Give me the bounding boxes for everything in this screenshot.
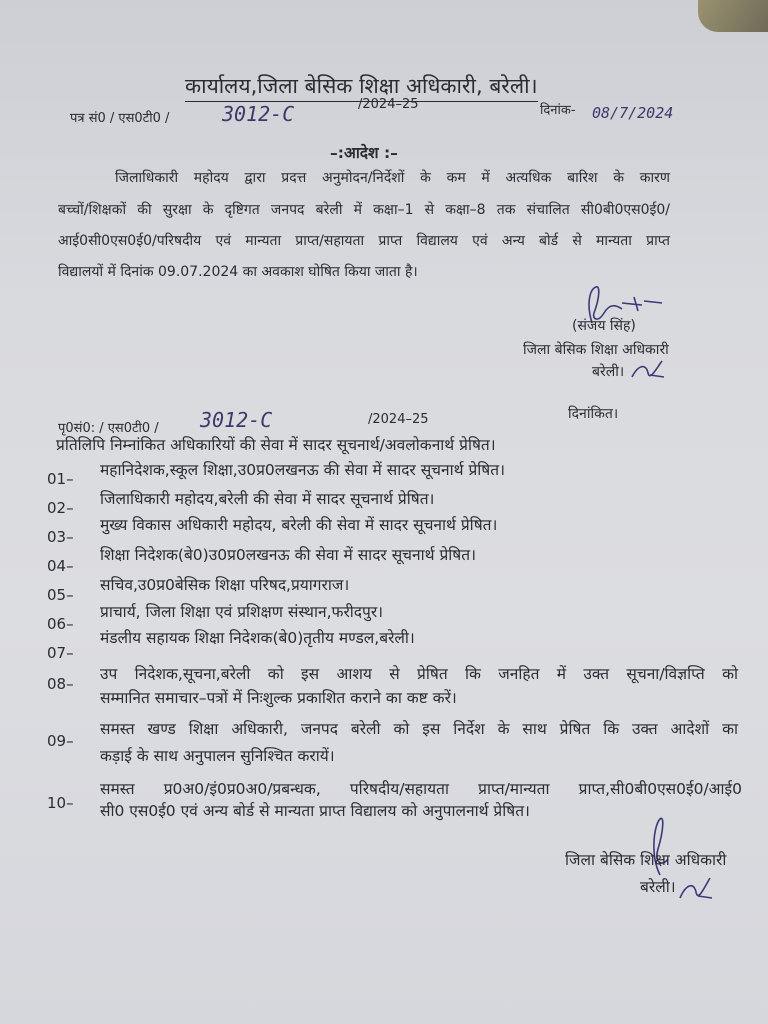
item-number: 09– [47, 732, 74, 750]
item-number: 05– [47, 586, 74, 604]
signatory-name: (संजय सिंह) [572, 318, 636, 334]
signatory-place: बरेली। [592, 364, 625, 380]
copy-ref-handwritten: 3012-C [200, 408, 273, 432]
item-number: 02– [47, 499, 74, 517]
signatory-designation: जिला बेसिक शिक्षा अधिकारी [523, 342, 669, 358]
item-number: 04– [47, 557, 74, 575]
list-item-continued: सी0 एस0ई0 एवं अन्य बोर्ड से मान्यता प्राप्त विद्यालय को अनुपालनार्थ प्रेषित। [100, 802, 530, 820]
list-item: शिक्षा निदेशक(बे0)उ0प्र0लखनऊ की सेवा में सादर सूचनार्थ प्रेषित। [100, 546, 476, 564]
date-handwritten: 08/7/2024 [592, 104, 674, 122]
letter-number-label: पत्र सं0 / एस0टी0 / [70, 111, 170, 126]
initials-mark [676, 872, 716, 911]
date-label: दिनांक- [540, 103, 576, 118]
list-item: मंडलीय सहायक शिक्षा निदेशक(बे0)तृतीय मण्डल,बरेली। [100, 629, 415, 647]
item-number: 07– [47, 644, 74, 662]
list-item: मुख्य विकास अधिकारी महोदय, बरेली की सेवा में सादर सूचनार्थ प्रेषित। [100, 516, 498, 534]
copy-year: /2024–25 [368, 412, 429, 427]
list-item: सचिव,उ0प्र0बेसिक शिक्षा परिषद,प्रयागराज। [100, 576, 350, 594]
list-item: महानिदेशक,स्कूल शिक्षा,उ0प्र0लखनऊ की सेवा में सादर सूचनार्थ प्रेषित। [100, 461, 505, 479]
office-title: कार्यालय,जिला बेसिक शिक्षा अधिकारी, बरेली। [185, 72, 538, 102]
order-line: आई0सी0एस0ई0/परिषदीय एवं मान्यता प्राप्त/सहायता प्राप्त विद्यालय एवं अन्य बोर्ड से मान्यता प्राप्त [58, 233, 670, 249]
item-number: 06– [47, 615, 74, 633]
signatory-designation: जिला बेसिक शिक्षा अधिकारी [565, 851, 727, 869]
initials-mark [628, 355, 668, 389]
letter-number-handwritten: 3012-C [222, 102, 295, 126]
signatory-place: बरेली। [640, 878, 676, 896]
order-line: विद्यालयों में दिनांक 09.07.2024 का अवकाश घोषित किया जाता है। [58, 264, 418, 280]
item-number: 01– [47, 470, 74, 488]
letter-year: /2024–25 [358, 97, 419, 112]
order-line: बच्चों/शिक्षकों की सुरक्षा के दृष्टिगत जनपद बरेली में कक्षा–1 से कक्षा–8 तक संचालित सी0बी0एस0ई0/ [58, 202, 670, 218]
item-number: 08– [47, 675, 74, 693]
list-item: प्राचार्य, जिला शिक्षा एवं प्रशिक्षण संस्थान,फरीदपुर। [100, 603, 384, 621]
list-item: समस्त प्र0अ0/इं0प्र0अ0/प्रबन्धक, परिषदीय/सहायता प्राप्त/मान्यता प्राप्त,सी0बी0एस0ई0/आई0 [100, 780, 742, 798]
item-number: 03– [47, 528, 74, 546]
copy-date-label: दिनांकित। [568, 406, 619, 422]
list-item: समस्त खण्ड शिक्षा अधिकारी, जनपद बरेली को इस निर्देश के साथ प्रेषित कि उक्त आदेशों का [100, 720, 738, 738]
order-heading: –:आदेश :– [330, 144, 398, 162]
list-item: जिलाधिकारी महोदय,बरेली की सेवा में सादर सूचनार्थ प्रेषित। [100, 490, 435, 508]
list-item-continued: कड़ाई के साथ अनुपालन सुनिश्चित करायें। [100, 747, 335, 765]
copy-intro: प्रतिलिपि निम्नांकित अधिकारियों की सेवा में सादर सूचनार्थ/अवलोकनार्थ प्रेषित। [56, 436, 496, 454]
order-line: जिलाधिकारी महोदय द्वारा प्रदत्त अनुमोदन/निर्देशों के कम में अत्यधिक बारिश के कारण [115, 170, 670, 186]
item-number: 10– [47, 794, 74, 812]
copy-ref-label: पृ0सं0: / एस0टी0 / [58, 421, 159, 436]
background-object [698, 0, 768, 32]
list-item-continued: सम्मानित समाचार–पत्रों में निःशुल्क प्रकाशित कराने का कष्ट करें। [100, 689, 457, 707]
list-item: उप निदेशक,सूचना,बरेली को इस आशय से प्रेषित कि जनहित में उक्त सूचना/विज्ञप्ति को [100, 665, 738, 683]
